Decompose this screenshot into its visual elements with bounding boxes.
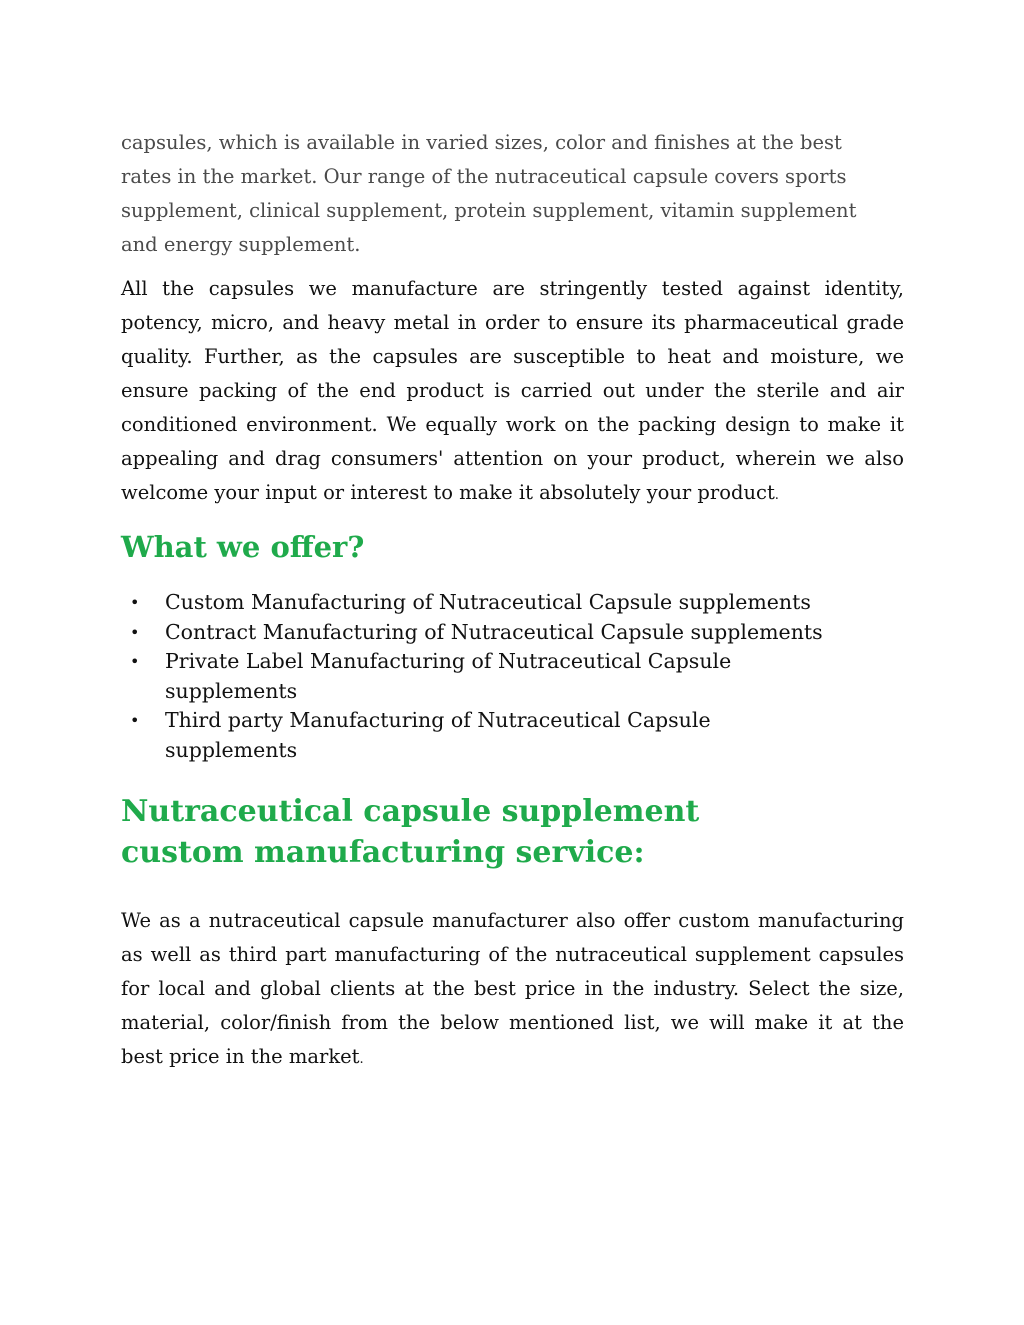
bullet-icon: • [130,622,140,642]
intro-paragraph: capsules, which is available in varied sizes, color and finishes at the best rates in the market. Our range of the nutraceutical capsule covers sports supplement, clinical supplement, protein supplement, vitamin supplement and energy supplement. [121,131,857,256]
list-item-text: Contract Manufacturing of Nutraceutical Capsule supplements [165,619,823,644]
service-paragraph-text: We as a nutraceutical capsule manufacturer also offer custom manufacturing as well as third part manufacturing of the nutraceutical supplement capsules for local and global clients at the best price in the industry. Select the size, material, color/finish from the below mentioned list, we will make it at the best price in the market [121,909,904,1068]
list-item [121,706,845,765]
offer-list [121,588,904,765]
bullet-icon: • [130,652,140,671]
offer-heading: What we offer? [121,530,365,564]
testing-paragraph-text: All the capsules we manufacture are stringently tested against identity, potency, micro, and heavy metal in order to ensure its pharmaceutical grade quality. Further, as the capsules are susceptible to heat and moisture, we ensure packing of the end product is carried out under the sterile and air conditioned environment. We equally work on the packing design to make it appealing and drag consumers' attention on your product, wherein we also welcome your input or interest to make it absolutely your product [121,277,904,504]
service-paragraph [121,904,904,1077]
service-paragraph-end: . [359,1052,364,1067]
service-heading: Nutraceutical capsule supplement custom manufacturing service: [121,794,700,870]
list-item-text: Private Label Manufacturing of Nutraceutical Capsule supplements [165,649,732,703]
list-item [121,588,845,618]
list-item-text: Custom Manufacturing of Nutraceutical Capsule supplements [165,590,811,614]
testing-paragraph-end: . [774,488,779,503]
list-item-text: Third party Manufacturing of Nutraceutical Capsule supplements [165,708,711,762]
list-item [121,647,845,706]
page-content [121,126,904,1077]
bullet-icon: • [130,711,140,730]
testing-paragraph [121,272,904,513]
bullet-icon: • [130,593,140,612]
list-item [121,618,845,648]
